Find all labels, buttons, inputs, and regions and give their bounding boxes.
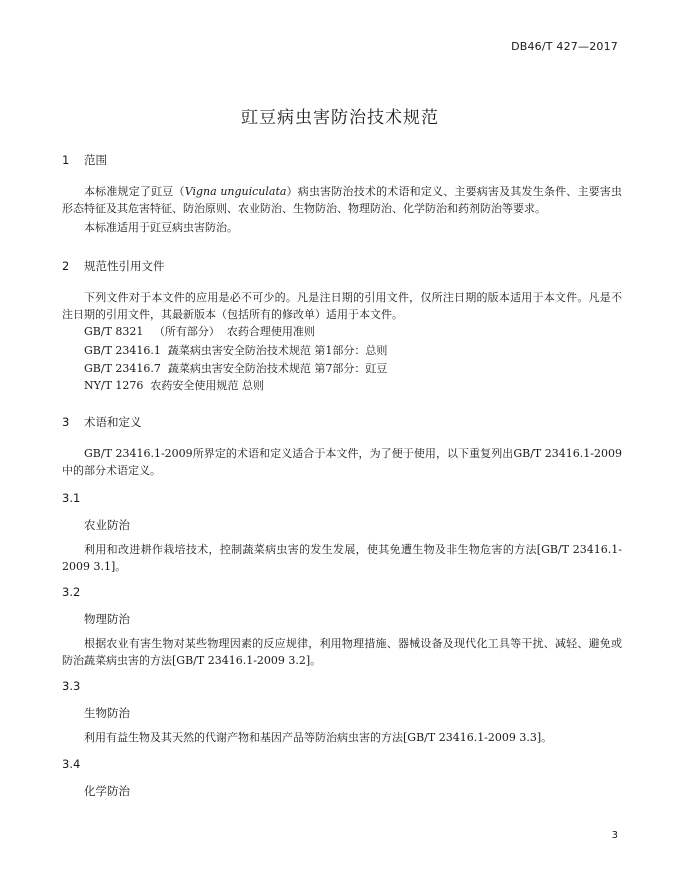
- terms-intro-paragraph: GB/T 23416.1-2009所界定的术语和定义适合于本文件，为了便于使用，以下重复列出GB/T 23416.1-2009中的部分术语定义。: [62, 447, 622, 477]
- reference-code: GB/T 8321: [84, 325, 144, 338]
- normative-references-paragraph: 下列文件对于本文件的应用是必不可少的。凡是注日期的引用文件，仅所注日期的版本适用于本文件。凡是不注日期的引用文件，其最新版本（包括所有的修改单）适用于本文件。: [62, 291, 622, 321]
- reference-code: NY/T 1276: [84, 379, 144, 392]
- section-number: 1: [62, 153, 70, 167]
- section-heading-1: [62, 152, 107, 168]
- section-number: 3: [62, 415, 70, 429]
- reference-item: [84, 342, 387, 358]
- reference-code: GB/T 23416.1: [84, 344, 161, 357]
- term-number: 3.3: [62, 679, 81, 693]
- section-heading-3: [62, 414, 142, 430]
- reference-item: [84, 360, 387, 376]
- term-number: 3.4: [62, 757, 81, 771]
- term-name: 生物防治: [84, 706, 130, 720]
- section-number: 2: [62, 259, 70, 273]
- reference-title: 蔬菜病虫害安全防治技术规范 第1部分：总则: [167, 344, 388, 357]
- term-definition: 利用有益生物及其天然的代谢产物和基因产品等防治病虫害的方法[GB/T 23416.1-2009 3.3]。: [84, 731, 553, 744]
- document-title: 豇豆病虫害防治技术规范: [241, 108, 439, 128]
- reference-title: 农药安全使用规范 总则: [150, 379, 264, 392]
- scope-applicability: 本标准适用于豇豆病虫害防治。: [84, 221, 238, 234]
- reference-title: （所有部分） 农药合理使用准则: [153, 325, 315, 338]
- scope-text-end: ）病虫害防治技术的术语和定义、主要病害及其发生条件、主要害虫形态特征及其危害特征、防治原则、农业防治、生物防治、物理防治、化学防治和药剂防治等要求。: [62, 185, 623, 215]
- section-heading-2: [62, 258, 165, 274]
- scope-paragraph: [62, 183, 622, 217]
- section-title: 规范性引用文件: [84, 259, 165, 273]
- term-number: 3.1: [62, 491, 81, 505]
- reference-item: [84, 377, 264, 393]
- reference-item: [84, 323, 315, 339]
- term-definition: 利用和改进耕作栽培技术，控制蔬菜病虫害的发生发展，使其免遭生物及非生物危害的方法[GB/T 23416.1-2009 3.1]。: [62, 543, 622, 573]
- reference-code: GB/T 23416.7: [84, 362, 161, 375]
- term-name: 化学防治: [84, 784, 130, 798]
- scope-text-start: 本标准规定了豇豆（: [84, 185, 185, 198]
- term-definition: 根据农业有害生物对某些物理因素的反应规律，利用物理措施、器械设备及现代化工具等干扰、减轻、避免或防治蔬菜病虫害的方法[GB/T 23416.1-2009 3.2]。: [62, 637, 622, 667]
- standard-code: DB46/T 427—2017: [511, 40, 618, 53]
- term-name: 物理防治: [84, 612, 130, 626]
- term-number: 3.2: [62, 585, 81, 599]
- section-title: 术语和定义: [84, 415, 142, 429]
- scientific-name: Vigna unguiculata: [184, 185, 287, 198]
- section-title: 范围: [84, 153, 107, 167]
- page-number: 3: [611, 830, 618, 841]
- reference-title: 蔬菜病虫害安全防治技术规范 第7部分：豇豆: [167, 362, 388, 375]
- term-name: 农业防治: [84, 518, 130, 532]
